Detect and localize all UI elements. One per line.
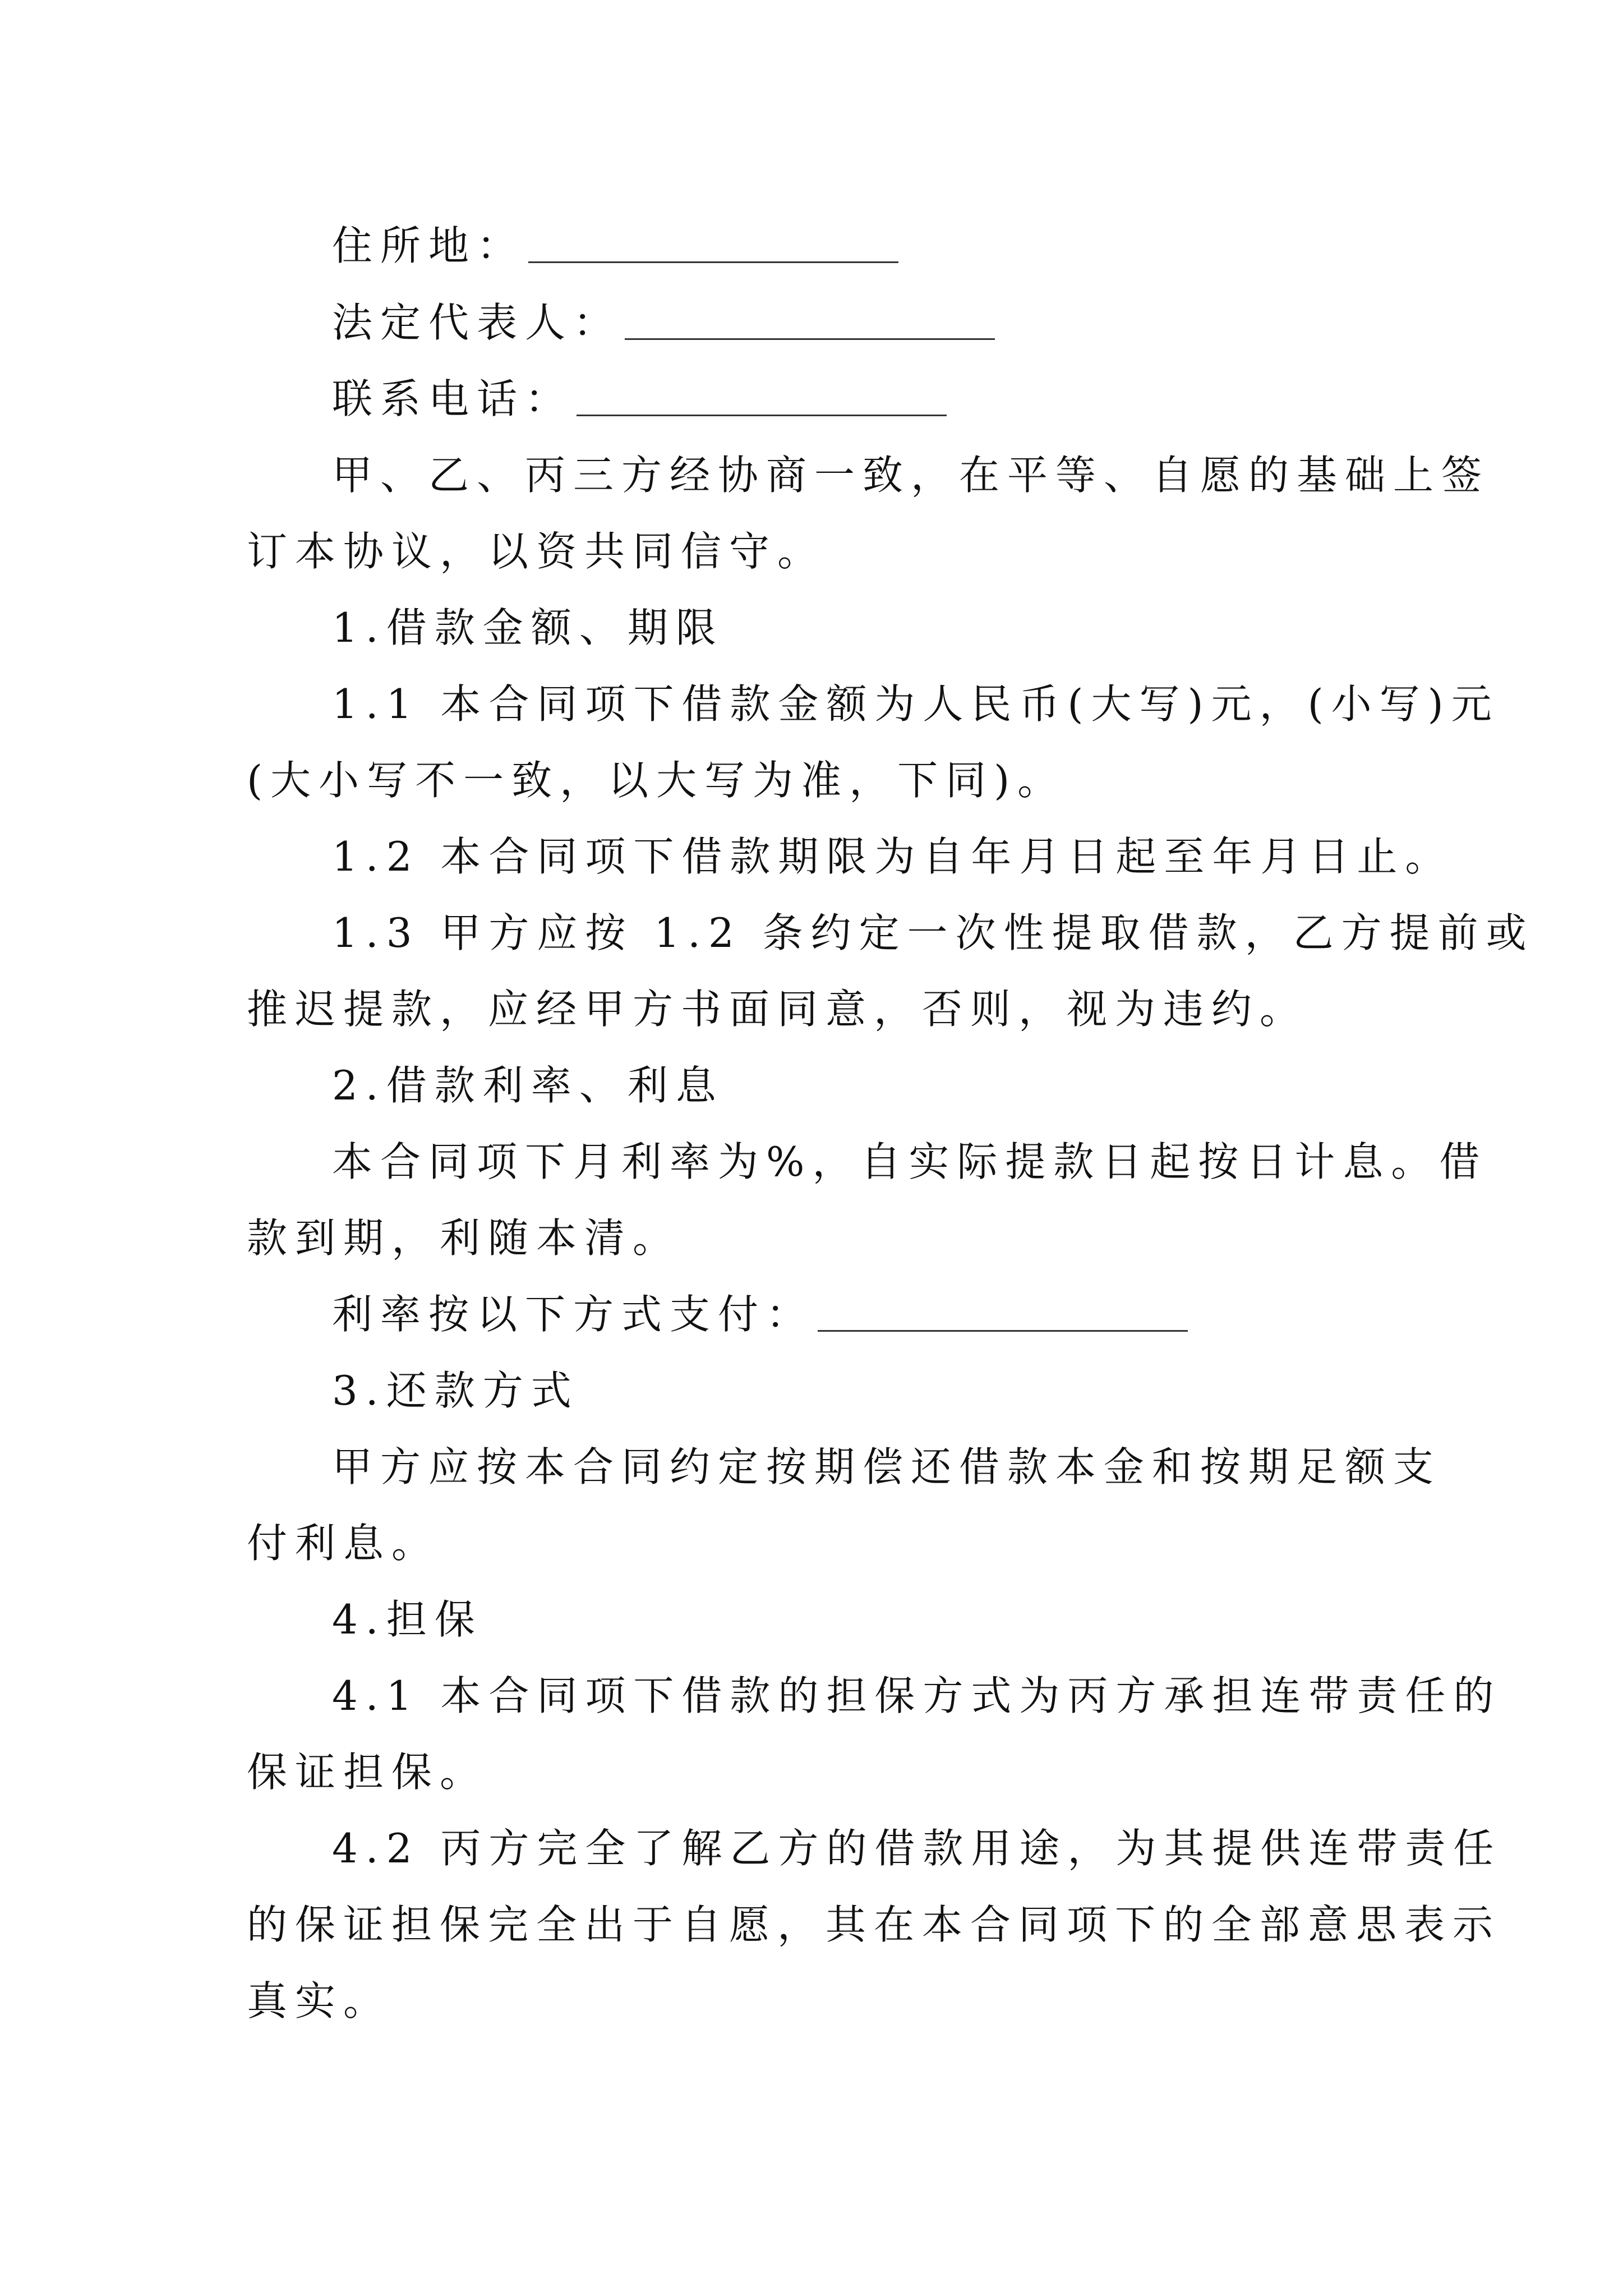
payment-method-label: 利率按以下方式支付： bbox=[332, 1291, 815, 1338]
phone-label: 联系电话： bbox=[332, 375, 574, 422]
clause-line: 1.2 本合同项下借款期限为自年月日起至年月日止。 bbox=[332, 833, 1454, 880]
clause-line: 1.3 甲方应按 1.2 条约定一次性提取借款，乙方提前或 bbox=[332, 909, 1534, 956]
clause-line: 4.1 本合同项下借款的担保方式为丙方承担连带责任的 bbox=[332, 1672, 1502, 1719]
residence-blank[interactable] bbox=[528, 228, 898, 263]
phone-blank[interactable] bbox=[577, 381, 947, 416]
clause-line: 推迟提款，应经甲方书面同意，否则，视为违约。 bbox=[247, 986, 1308, 1033]
paragraph-line: 甲、乙、丙三方经协商一致，在平等、自愿的基础上签 bbox=[332, 452, 1490, 499]
clause-line: 甲方应按本合同约定按期偿还借款本金和按期足额支 bbox=[332, 1443, 1442, 1490]
clause-line: 4.2 丙方完全了解乙方的借款用途，为其提供连带责任 bbox=[332, 1825, 1502, 1872]
section-heading: 2.借款利率、利息 bbox=[332, 1062, 724, 1109]
clause-line: 的保证担保完全出于自愿，其在本合同项下的全部意思表示 bbox=[247, 1901, 1501, 1948]
clause-line: 本合同项下月利率为%，自实际提款日起按日计息。借 bbox=[332, 1138, 1488, 1185]
section-heading: 3.还款方式 bbox=[332, 1367, 579, 1414]
clause-line: 真实。 bbox=[247, 1977, 392, 2024]
clause-line: 款到期，利随本清。 bbox=[247, 1214, 681, 1262]
phone-field bbox=[247, 368, 1391, 430]
section-heading: 4.担保 bbox=[332, 1596, 483, 1643]
section-heading: 1.借款金额、期限 bbox=[332, 604, 724, 651]
payment-method-blank[interactable] bbox=[818, 1296, 1188, 1332]
residence-label: 住所地： bbox=[332, 222, 525, 269]
residence-field bbox=[247, 215, 1391, 277]
clause-line: 保证担保。 bbox=[247, 1749, 488, 1796]
legal-representative-field bbox=[247, 292, 1391, 353]
clause-line: 付利息。 bbox=[247, 1520, 440, 1567]
clause-line: (大小写不一致，以大写为准，下同)。 bbox=[247, 757, 1066, 804]
clause-line: 1.1 本合同项下借款金额为人民币(大写)元，(小写)元 bbox=[332, 680, 1500, 728]
legal-representative-label: 法定代表人： bbox=[332, 299, 622, 346]
paragraph-line: 订本协议，以资共同信守。 bbox=[247, 528, 826, 575]
legal-representative-blank[interactable] bbox=[625, 305, 995, 340]
payment-method-field bbox=[247, 1283, 1391, 1345]
